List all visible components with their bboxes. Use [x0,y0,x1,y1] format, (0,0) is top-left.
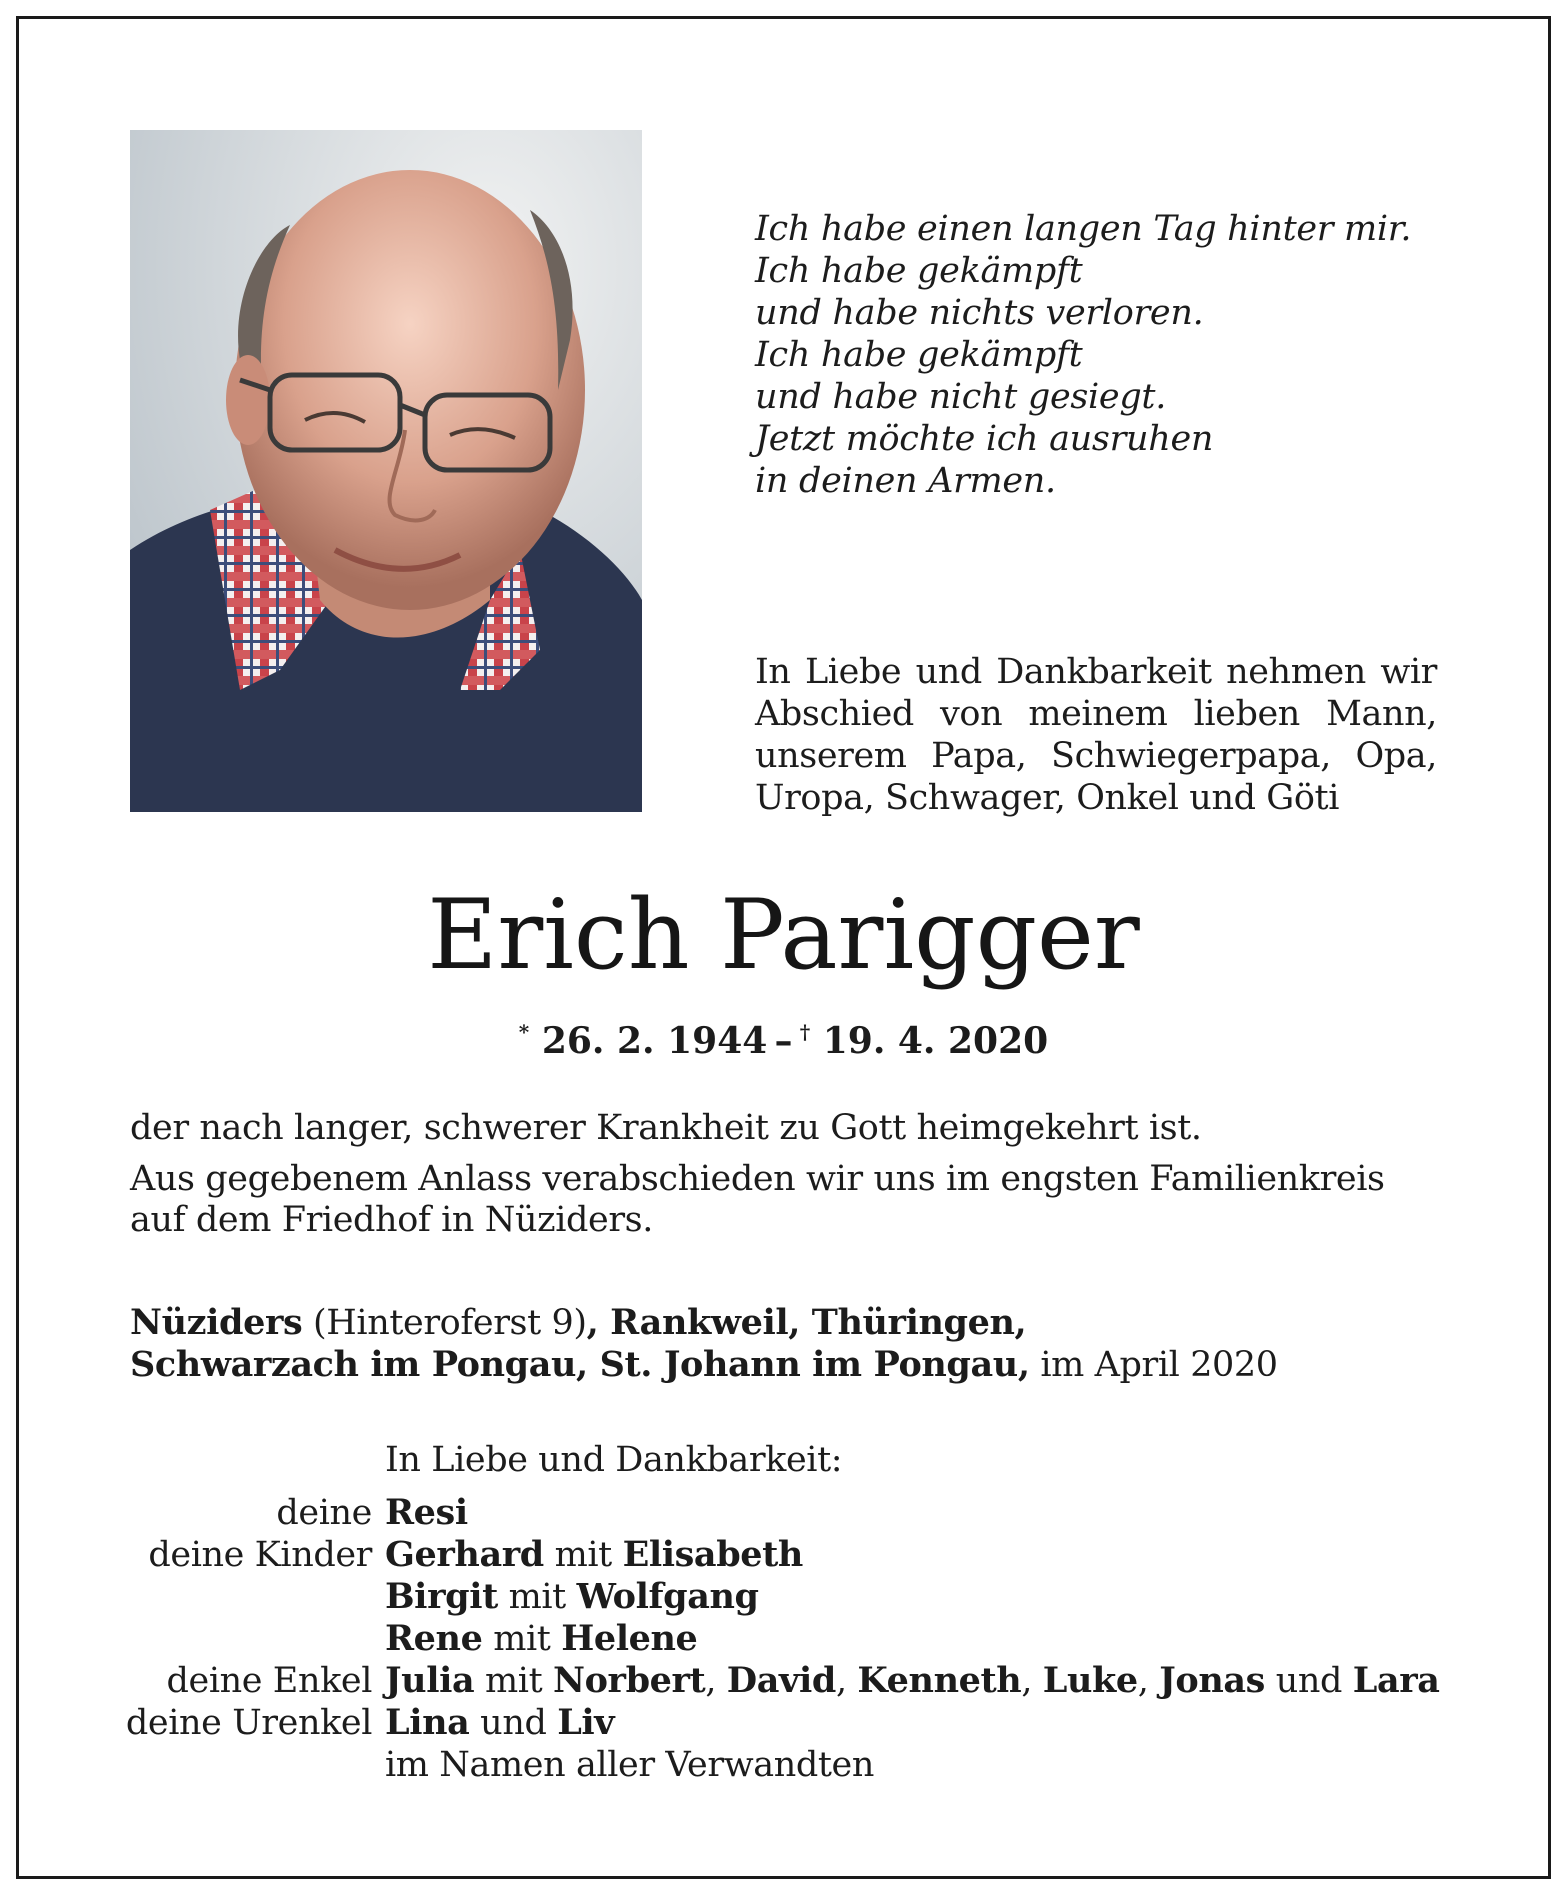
family-member: Rene [385,1618,483,1659]
poem [755,208,1455,502]
places-and-date [130,1302,1450,1386]
announcement-text [130,1108,1440,1251]
relation-label: deine Kinder [148,1535,372,1575]
family-member: Helene [561,1618,698,1659]
family-member: Luke [1042,1660,1138,1701]
birth-date: 26. 2. 1944 [541,1020,768,1062]
place-town: Nüziders [130,1302,303,1343]
family-row [120,1702,1460,1744]
intro-line: In Liebe und Dankbarkeit nehmen wir [755,652,1437,692]
family-member: Lara [1352,1660,1440,1701]
birth-symbol: * [518,1020,530,1044]
poem-line: in deinen Armen. [755,461,1056,501]
family-list [120,1492,1460,1786]
poem-line: Jetzt möchte ich ausruhen [755,419,1214,459]
poem-line: und habe nichts verloren. [755,293,1204,333]
intro-line: Uropa, Schwager, Onkel und Göti [755,778,1340,818]
relation-label: deine Urenkel [125,1703,372,1743]
family-member: Resi [385,1492,468,1533]
relation-label-empty [120,1618,385,1660]
connector: , [705,1661,717,1701]
connector: und [1275,1661,1343,1701]
connector: mit [493,1619,551,1659]
announcement-date: im April 2020 [1040,1345,1278,1385]
connector: mit [485,1661,543,1701]
family-member: Liv [557,1702,615,1743]
family-member: Norbert [553,1660,706,1701]
family-row [120,1660,1460,1702]
family-member: Kenneth [857,1660,1022,1701]
relation-label: deine Enkel [166,1661,372,1701]
relation-label-empty [120,1744,385,1786]
family-member: Jonas [1159,1660,1265,1701]
family-row [120,1744,1460,1786]
family-row [120,1534,1460,1576]
poem-line: Ich habe gekämpft [755,335,1083,375]
family-heading: In Liebe und Dankbarkeit: [385,1440,843,1480]
relation-label: deine [276,1493,372,1533]
intro-line: unserem Papa, Schwiegerpapa, Opa, [755,736,1437,776]
death-symbol: † [799,1020,811,1044]
connector: , [835,1661,847,1701]
family-member: David [726,1660,836,1701]
poem-line: und habe nicht gesiegt. [755,377,1167,417]
deceased-name: Erich Parigger [427,879,1140,991]
intro-line: Abschied von meinem lieben Mann, [755,694,1437,734]
place-others: Schwarzach im Pongau, St. Johann im Pongau, [130,1344,1030,1385]
portrait-photo [130,130,642,812]
family-row [120,1492,1460,1534]
place-others: , Rankweil, Thüringen, [586,1302,1027,1343]
connector: mit [554,1535,612,1575]
farewell-intro [755,651,1437,819]
connector: und [480,1703,547,1743]
date-separator: – [774,1020,793,1062]
poem-line: Ich habe gekämpft [755,251,1083,291]
death-date: 19. 4. 2020 [822,1020,1049,1062]
family-member: Elisabeth [622,1534,803,1575]
family-member: Birgit [385,1576,498,1617]
connector: mit [508,1577,566,1617]
announcement-line: Aus gegebenem Anlass verabschieden wir uns im engsten Familienkreis auf dem Friedhof in Nüziders. [130,1159,1385,1240]
connector: , [1021,1661,1033,1701]
closing-line: im Namen aller Verwandten [385,1745,874,1785]
life-dates [0,1010,1567,1063]
connector: , [1137,1661,1149,1701]
family-row [120,1618,1460,1660]
place-address: (Hinteroferst 9) [313,1303,587,1343]
family-member: Wolfgang [576,1576,759,1617]
family-member: Julia [385,1660,475,1701]
relation-label-empty [120,1576,385,1618]
family-member: Gerhard [385,1534,544,1575]
announcement-line: der nach langer, schwerer Krankheit zu Gott heimgekehrt ist. [130,1108,1202,1148]
family-member: Lina [385,1702,470,1743]
poem-line: Ich habe einen langen Tag hinter mir. [755,209,1412,249]
family-row [120,1576,1460,1618]
